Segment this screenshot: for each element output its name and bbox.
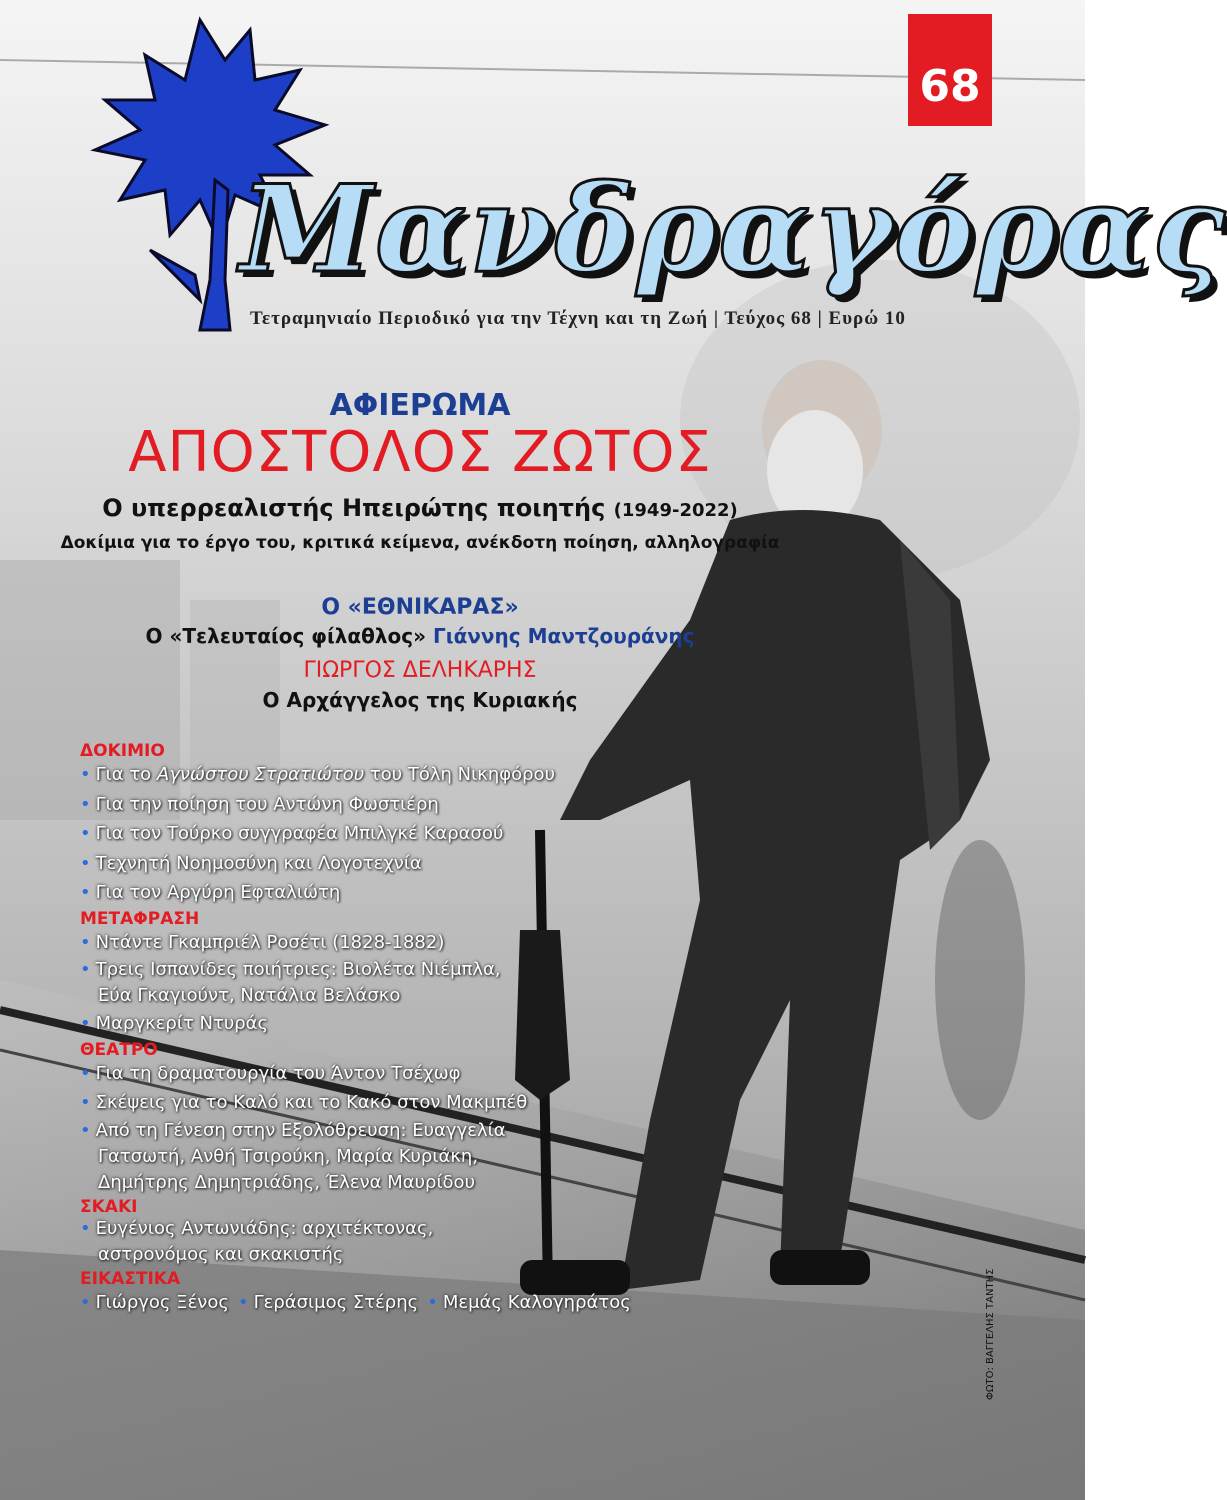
- section-title: ΣΚΑΚΙ: [80, 1196, 138, 1217]
- list-item: • Για την ποίηση του Αντώνη Φωστιέρη: [80, 793, 439, 815]
- section-title: ΘΕΑΤΡΟ: [80, 1039, 158, 1060]
- issue-number-badge: 68: [908, 14, 992, 126]
- feature-author: Γιάννης Μαντζουράνης: [433, 624, 695, 648]
- section-title: ΜΕΤΑΦΡΑΣΗ: [80, 908, 200, 929]
- list-item: • Τεχνητή Νοημοσύνη και Λογοτεχνία: [80, 852, 422, 874]
- section-theatre: [80, 1041, 640, 1196]
- tribute-label: ΑΦΙΕΡΩΜΑ: [329, 388, 511, 423]
- list-item: • Τρεις Ισπανίδες ποιήτριες: Βιολέτα Νιέμπλα, Εύα Γκαγιούντ, Νατάλια Βελάσκο: [80, 959, 501, 1006]
- masthead: [50, 0, 1227, 330]
- list-item: • Μαργκερίτ Ντυράς: [80, 1013, 269, 1034]
- tribute-description: Δοκίμια για το έργο του, κριτικά κείμενα, ανέκδοτη ποίηση, αλληλογραφία: [60, 533, 780, 553]
- list-item: • Γιώργος Ξένος • Γεράσιμος Στέρης • Μεμάς Καλογηράτος: [80, 1291, 631, 1313]
- feature-subtitle: Ο Αρχάγγελος της Κυριακής: [262, 688, 578, 712]
- feature-title: Ο «ΕΘΝΙΚΑΡΑΣ»: [321, 595, 519, 620]
- tribute-subtitle: [60, 494, 780, 522]
- section-translation: [80, 910, 640, 1039]
- masthead-tagline: Τετραμηνιαίο Περιοδικό για την Τέχνη και τη Ζωή | Τεύχος 68 | Ευρώ 10: [250, 308, 906, 329]
- list-item: • Ντάντε Γκαμπριέλ Ροσέτι (1828-1882): [80, 931, 445, 953]
- section-title: ΔΟΚΙΜΙΟ: [80, 741, 165, 761]
- photo-credit: ΦΩΤΟ: ΒΑΓΓΕΛΗΣ ΤΑΝΤΗΣ: [985, 1268, 996, 1400]
- list-item: • Για το Αγνώστου Στρατιώτου του Τόλη Νικηφόρου: [80, 764, 555, 785]
- feature-title: ΓΙΩΡΓΟΣ ΔΕΛΗΚΑΡΗΣ: [303, 658, 537, 683]
- magazine-title: Μανδραγόρας: [240, 159, 1227, 300]
- tribute-subtitle-text: Ο υπερρεαλιστής Ηπειρώτης ποιητής: [102, 494, 606, 522]
- feature-subtitle-text: Ο «Τελευταίος φίλαθλος»: [145, 624, 427, 648]
- list-item: • Ευγένιος Αντωνιάδης: αρχιτέκτονας, αστρονόμος και σκακιστής: [80, 1217, 434, 1265]
- list-item: • Από τη Γένεση στην Εξολόθρευση: Ευαγγελία Γατσωτή, Ανθή Τσιρούκη, Μαρία Κυριάκη, Δημήτρης Δημητριάδης, Έλενα Μαυρίδου: [80, 1119, 506, 1193]
- tribute-name: ΑΠΟΣΤΟΛΟΣ ΖΩΤΟΣ: [128, 420, 712, 485]
- list-item: • Για τον Αργύρη Εφταλιώτη: [80, 882, 341, 903]
- list-item: • Σκέψεις για το Καλό και το Κακό στον Μακμπέθ: [80, 1092, 528, 1113]
- list-item: • Για τον Τούρκο συγγραφέα Μπιλγκέ Καρασού: [80, 823, 504, 844]
- section-chess: [80, 1198, 640, 1268]
- section-essay: [80, 742, 640, 908]
- feature-subtitle: [60, 624, 780, 648]
- section-title: ΕΙΚΑΣΤΙΚΑ: [80, 1268, 181, 1289]
- tribute-years: (1949-2022): [613, 500, 738, 521]
- table-of-contents: [80, 740, 640, 1317]
- section-arts: [80, 1270, 640, 1318]
- list-item: • Για τη δραματουργία του Άντον Τσέχωφ: [80, 1062, 461, 1084]
